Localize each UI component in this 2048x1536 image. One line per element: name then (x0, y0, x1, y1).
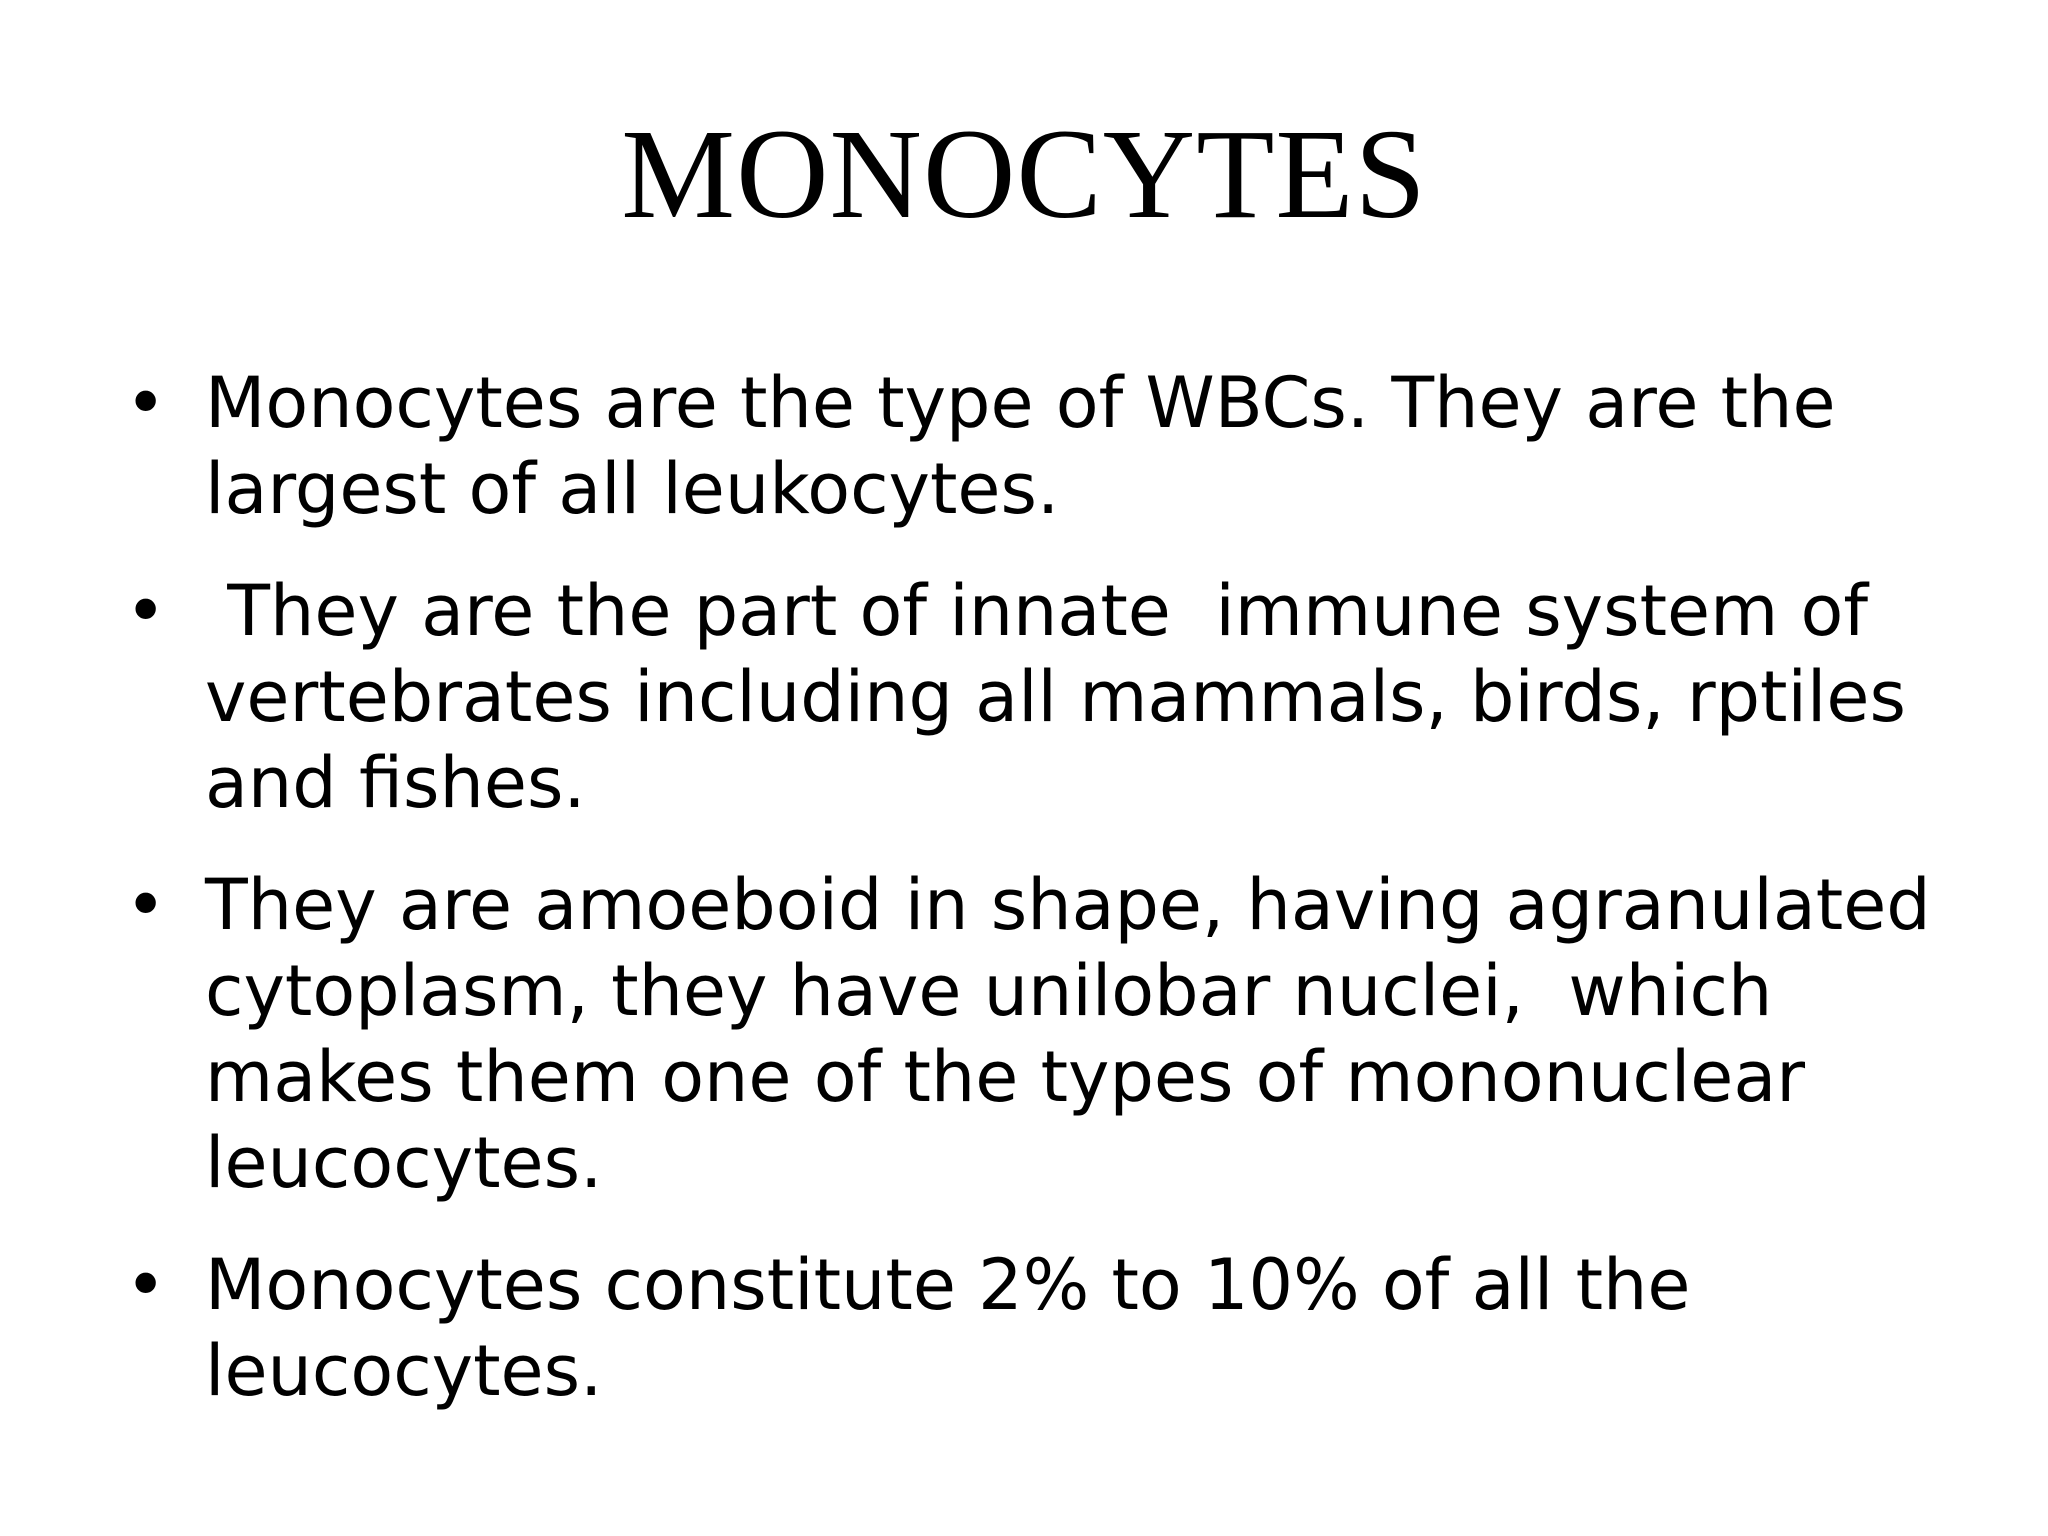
bullet-dot-icon: • (125, 864, 167, 946)
slide-title: MONOCYTES (621, 103, 1427, 245)
bullet-item (120, 360, 1960, 532)
bullet-item (120, 1242, 1960, 1414)
bullet-text: They are amoeboid in shape, having agranulated cytoplasm, they have unilobar nuclei, which makes them one of the types of mononuclear leucocytes. (205, 864, 1953, 1204)
bullet-item (120, 862, 1960, 1206)
bullet-item (120, 568, 1960, 826)
bullet-list (120, 360, 1960, 1450)
bullet-dot-icon: • (125, 362, 167, 444)
bullet-text: Monocytes constitute 2% to 10% of all the leucocytes. (205, 1244, 1713, 1412)
bullet-text: They are the part of innate immune system of vertebrates including all mammals, birds, rptiles and fishes. (205, 570, 1929, 824)
bullet-dot-icon: • (125, 1244, 167, 1326)
bullet-dot-icon: • (125, 570, 167, 652)
bullet-text: Monocytes are the type of WBCs. They are the largest of all leukocytes. (205, 362, 1858, 530)
